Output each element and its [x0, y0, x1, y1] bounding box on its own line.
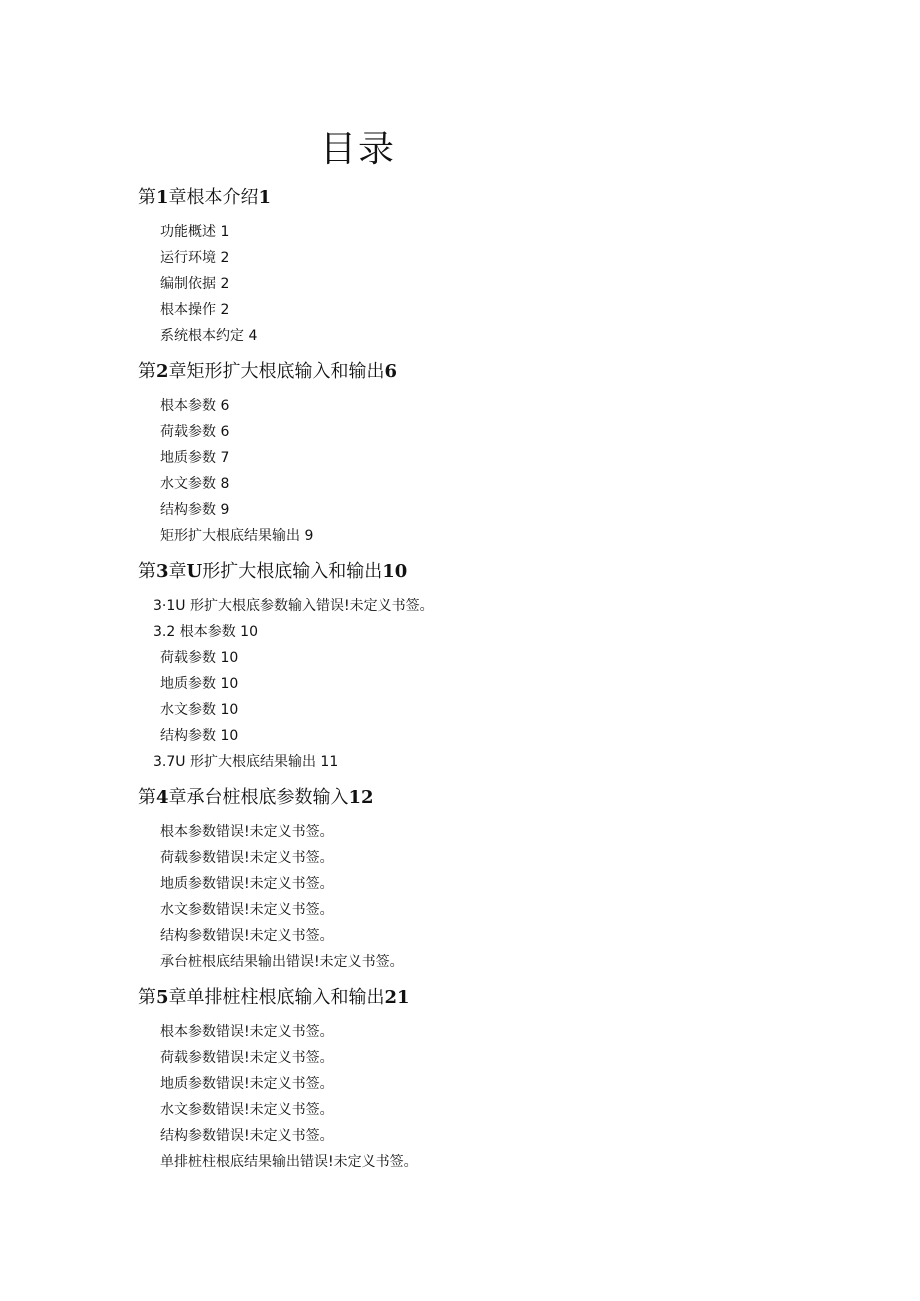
toc-entry[interactable]: 荷载参数 10 — [160, 650, 239, 666]
toc-entry[interactable]: 水文参数 8 — [160, 476, 230, 492]
toc-entry[interactable]: 承台桩根底结果输出错误!未定义书签。 — [160, 954, 404, 970]
toc-entry[interactable]: 地质参数错误!未定义书签。 — [160, 876, 334, 892]
toc-chapter-3[interactable] — [138, 560, 407, 584]
chapter-prefix: 第 — [138, 561, 156, 582]
chapter-prefix: 第 — [138, 987, 156, 1008]
chapter-title: 章矩形扩大根底输入和输出 — [168, 361, 385, 382]
toc-entry[interactable]: 根本参数 6 — [160, 398, 230, 414]
chapter-page: 10 — [382, 561, 408, 582]
chapter-page: 12 — [348, 787, 374, 808]
toc-entry[interactable]: 地质参数 7 — [160, 450, 230, 466]
toc-chapter-5[interactable] — [138, 986, 410, 1010]
toc-chapter-2[interactable] — [138, 360, 397, 384]
chapter-number: 1 — [156, 187, 169, 208]
toc-entry[interactable]: 结构参数 10 — [160, 728, 239, 744]
toc-entry[interactable]: 系统根本约定 4 — [160, 328, 258, 344]
toc-entry[interactable]: 荷载参数 6 — [160, 424, 230, 440]
toc-chapter-1[interactable] — [138, 186, 271, 210]
toc-entry[interactable]: 矩形扩大根底结果输出 9 — [160, 528, 314, 544]
chapter-title-letter: U — [186, 561, 203, 582]
toc-entry[interactable]: 功能概述 1 — [160, 224, 230, 240]
toc-entry[interactable]: 单排桩柱根底结果输出错误!未定义书签。 — [160, 1154, 418, 1170]
chapter-title-rest: 形扩大根底输入和输出 — [202, 561, 383, 582]
toc-entry[interactable]: 3·1U 形扩大根底参数输入错误!未定义书签。 — [153, 598, 434, 614]
toc-entry[interactable]: 编制依据 2 — [160, 276, 230, 292]
chapter-page: 6 — [384, 361, 398, 382]
chapter-number: 3 — [156, 561, 169, 582]
chapter-page: 1 — [258, 187, 272, 208]
chapter-prefix: 第 — [138, 787, 156, 808]
toc-entry[interactable]: 地质参数错误!未定义书签。 — [160, 1076, 334, 1092]
toc-chapter-4[interactable] — [138, 786, 374, 810]
chapter-title: 章 — [168, 561, 187, 582]
toc-entry[interactable]: 根本参数错误!未定义书签。 — [160, 1024, 334, 1040]
toc-entry[interactable]: 根本操作 2 — [160, 302, 230, 318]
toc-entry[interactable]: 结构参数错误!未定义书签。 — [160, 928, 334, 944]
toc-entry[interactable]: 水文参数 10 — [160, 702, 239, 718]
toc-entry[interactable]: 结构参数 9 — [160, 502, 230, 518]
chapter-page: 21 — [384, 987, 410, 1008]
chapter-title: 章根本介绍 — [168, 187, 259, 208]
toc-entry[interactable]: 3.2 根本参数 10 — [153, 624, 258, 640]
chapter-number: 5 — [156, 987, 169, 1008]
chapter-number: 2 — [156, 361, 169, 382]
chapter-number: 4 — [156, 787, 169, 808]
toc-entry[interactable]: 荷载参数错误!未定义书签。 — [160, 1050, 334, 1066]
chapter-prefix: 第 — [138, 187, 156, 208]
chapter-title: 章单排桩柱根底输入和输出 — [168, 987, 385, 1008]
toc-entry[interactable]: 3.7U 形扩大根底结果输出 11 — [153, 754, 339, 770]
toc-entry[interactable]: 水文参数错误!未定义书签。 — [160, 902, 334, 918]
toc-entry[interactable]: 根本参数错误!未定义书签。 — [160, 824, 334, 840]
chapter-title: 章承台桩根底参数输入 — [168, 787, 349, 808]
toc-entry[interactable]: 地质参数 10 — [160, 676, 239, 692]
toc-entry[interactable]: 结构参数错误!未定义书签。 — [160, 1128, 334, 1144]
page-title: 目录 — [320, 129, 397, 170]
toc-entry[interactable]: 水文参数错误!未定义书签。 — [160, 1102, 334, 1118]
chapter-prefix: 第 — [138, 361, 156, 382]
toc-entry[interactable]: 运行环境 2 — [160, 250, 230, 266]
toc-entry[interactable]: 荷载参数错误!未定义书签。 — [160, 850, 334, 866]
